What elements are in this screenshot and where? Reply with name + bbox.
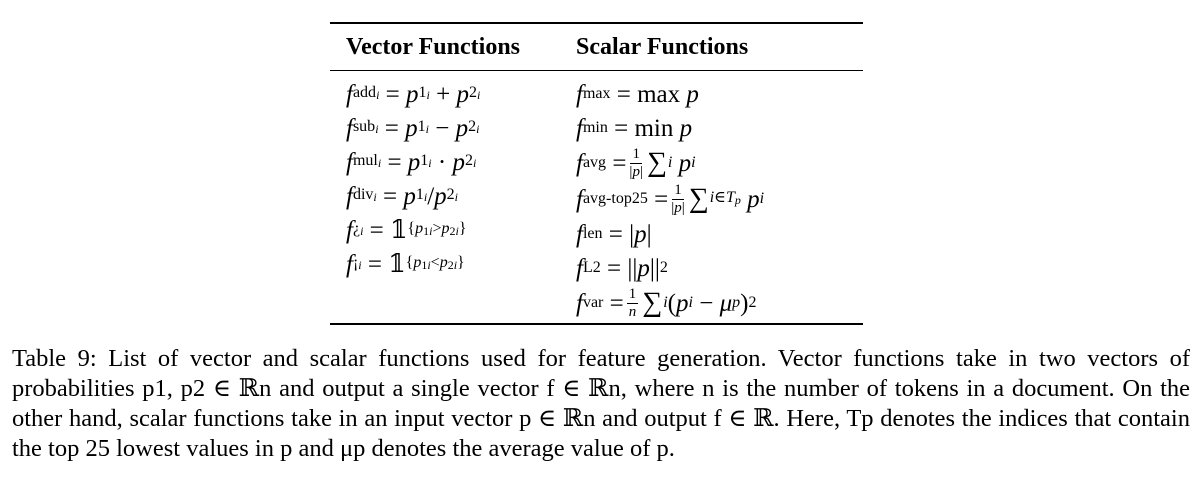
scalar-function-len: f len = | p |	[576, 220, 652, 248]
scalar-function-avg: f avg = $\frac{1}{|p|}$ ∑ i p i	[576, 145, 696, 180]
table-caption	[12, 344, 1190, 464]
vector-function-less: f ¡i = 𝟙 {p1i<p2i}	[346, 250, 465, 278]
scalar-function-var: f var = $\frac{1}{n}$ ∑ i ( p i − μ p ) 2	[576, 285, 757, 320]
vector-function-div: f divi = p 1i / p 2i	[346, 182, 458, 210]
scalar-function-min: f min = min p	[576, 114, 693, 142]
fraction-one-over-p: $\frac{1}{|p|}$	[629, 145, 643, 180]
scalar-function-avg-top25: f avg-top25 = $\frac{1}{|p|}$ ∑ i∈Tp p i	[576, 181, 765, 216]
scalar-function-max: f max = max p	[576, 80, 699, 108]
scalar-functions-column	[561, 77, 863, 321]
vector-functions-column	[330, 77, 561, 321]
fraction-one-over-n: $\frac{1}{n}$	[628, 285, 637, 320]
functions-table	[330, 22, 863, 325]
scalar-function-l2: f L2 = || p || 2	[576, 254, 668, 282]
caption-text: List of vector and scalar functions used for feature generation. Vector functions take in two vectors of probabilities p1, p2 ∈ ℝn and output a single vector f ∈ ℝn, where n is the number of tokens in a document. On the other hand, scalar functions take in an input vector p ∈ ℝn and output f ∈ ℝ. Here, Tp denotes the indices that contain the top 25 lowest values in p and μp denotes the average value of p.	[12, 345, 1191, 462]
header-scalar-functions: Scalar Functions	[576, 33, 749, 60]
vector-function-sub: f subi = p 1i − p 2i	[346, 114, 480, 142]
table-bottom-rule	[330, 323, 863, 325]
table-header-row	[330, 24, 863, 70]
caption-label: Table 9:	[12, 345, 97, 372]
header-vector-functions: Vector Functions	[346, 33, 520, 60]
table-body	[330, 71, 863, 323]
vector-function-add: f addi = p 1i + p 2i	[346, 80, 481, 108]
vector-function-mul: f muli = p 1i · p 2i	[346, 148, 477, 176]
fraction-one-over-p-2: $\frac{1}{|p|}$	[671, 181, 685, 216]
vector-function-greater: f ¿i = 𝟙 {p1i>p2i}	[346, 216, 467, 244]
